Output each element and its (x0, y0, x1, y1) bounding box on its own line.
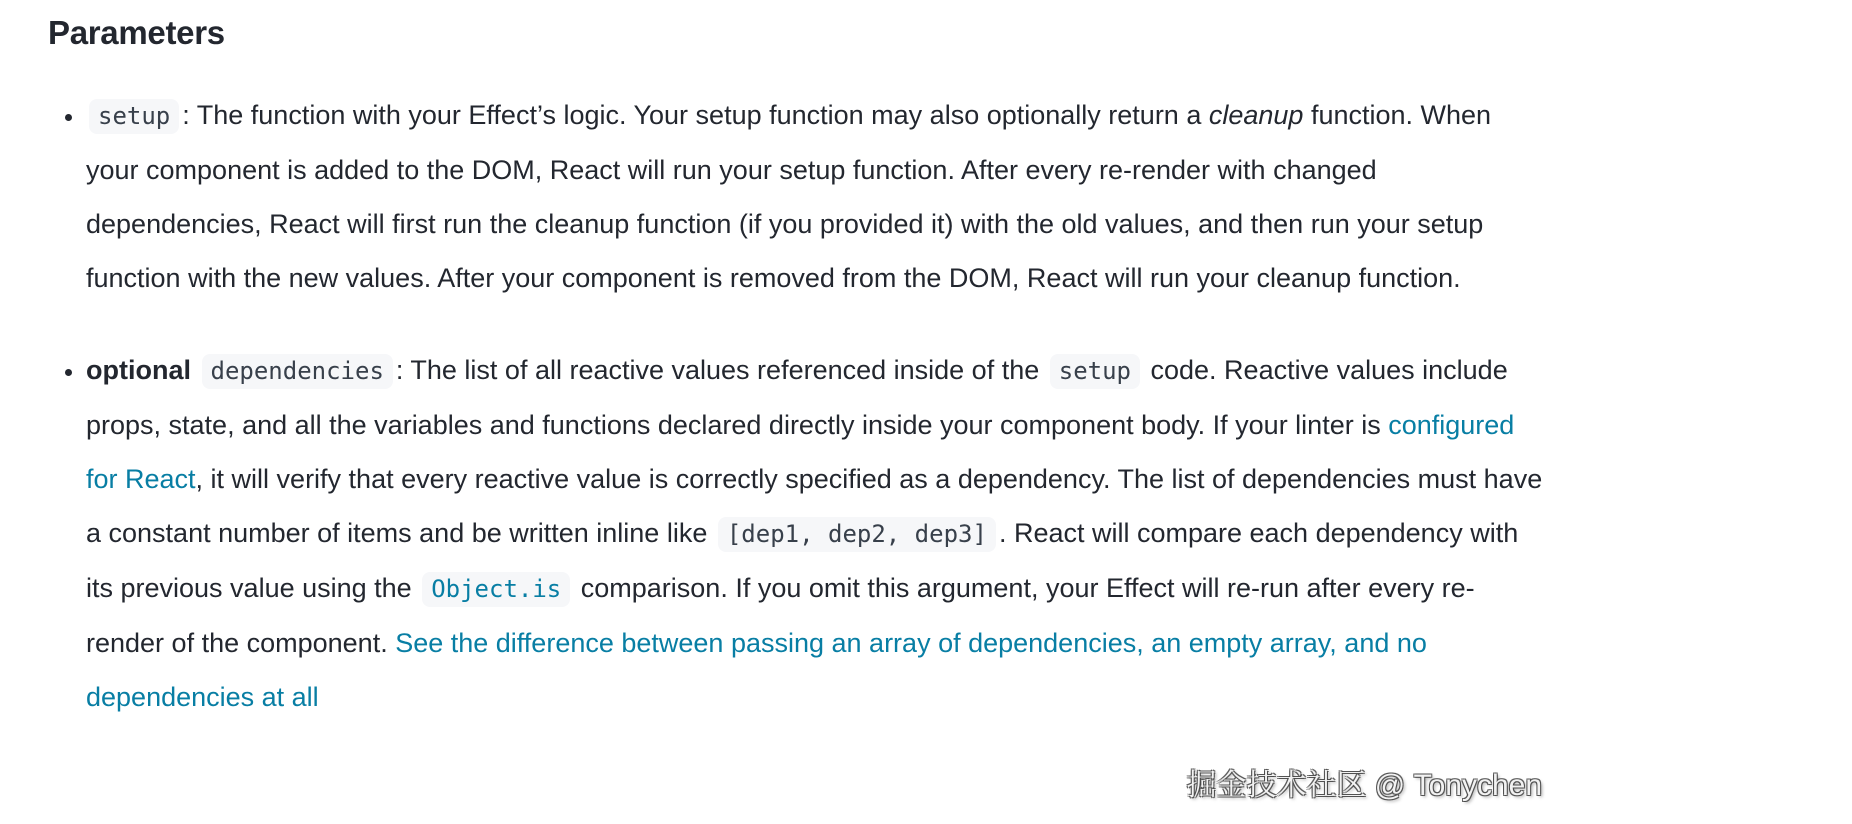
body-text: code. Reactive values include props, state, and all the variables and functions declared directly inside your component body. If your linter is (86, 355, 1508, 440)
inline-code: [dep1, dep2, dep3] (718, 517, 996, 552)
text-link[interactable]: See the difference between passing an array of dependencies, an empty array, and no dependencies at all (86, 628, 1427, 712)
body-text: : The function with your Effect’s logic. Your setup function may also optionally return a (182, 100, 1209, 130)
body-text: comparison. If you omit this argument, your Effect will re-run after every re-render of the component. (86, 573, 1475, 658)
body-text: : The list of all reactive values referenced inside of the (395, 355, 1047, 385)
text-link[interactable]: configured for React (86, 410, 1515, 494)
bold-text: optional (86, 355, 191, 385)
parameters-list (48, 88, 1548, 724)
inline-code-link[interactable]: Object.is (422, 572, 570, 607)
inline-code: setup (1050, 354, 1140, 389)
body-text: . React will compare each dependency with its previous value using the (86, 518, 1519, 603)
body-text (191, 355, 199, 385)
inline-code: dependencies (202, 354, 393, 389)
body-text: function. When your component is added to the DOM, React will run your setup function. After every re-render with changed dependencies, React will first run the cleanup function (if you provided it) with the old values, and then run your setup function with the new values. After your component is removed from the DOM, React will run your cleanup function. (86, 100, 1492, 293)
list-item (86, 343, 1548, 724)
watermark: 掘金技术社区 @ Tonychen (1186, 769, 1542, 802)
italic-text: cleanup (1208, 100, 1304, 130)
section-title: Parameters (48, 14, 225, 51)
list-item (86, 88, 1548, 305)
body-text: , it will verify that every reactive value is correctly specified as a dependency. The list of dependencies must have a constant number of items and be written inline like (86, 464, 1543, 548)
inline-code: setup (89, 99, 179, 134)
